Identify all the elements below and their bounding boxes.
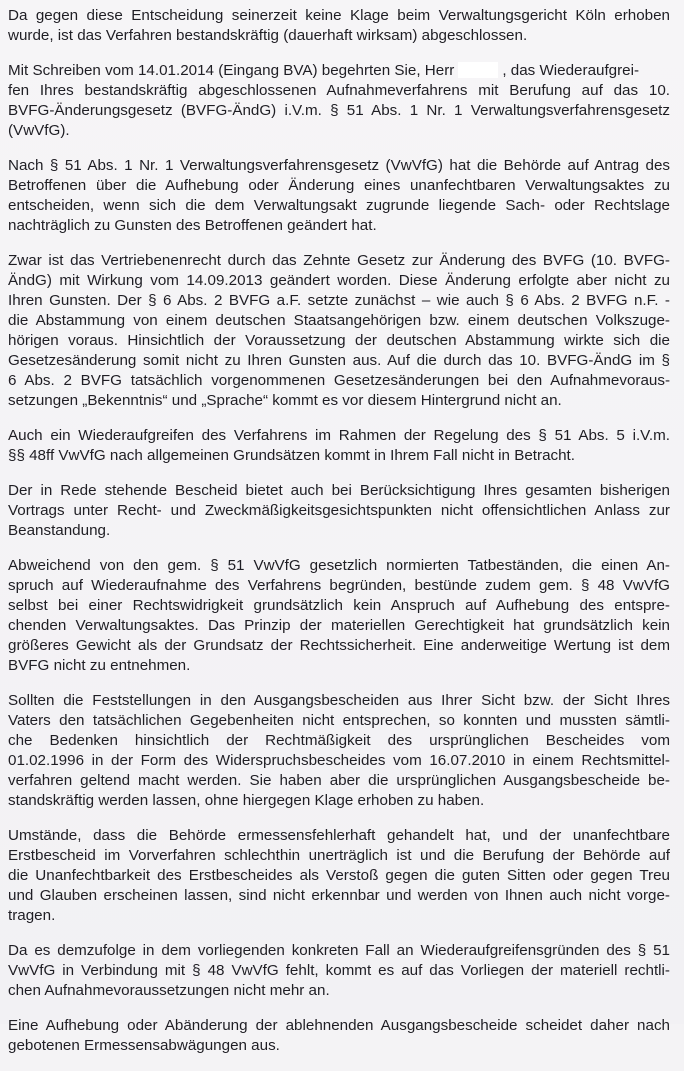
text-line: wurde, ist das Verfahren bestandskräftig (dauerhaft wirksam) abgeschlossen. [8,27,528,44]
text-line: ÄndG) mit Wirkung vom 14.09.2013 geändert worden. Diese Änderung erfolgte aber nicht zu [8,272,670,289]
text-line: 6 Abs. 2 BVFG tatsächlich vorgenommenen Gesetzesänderungen bei den Aufnahmevoraus- [8,372,670,389]
paragraph-4 [8,251,670,411]
text-line: che Bedenken hinsichtlich der Rechtmäßigkeit des ursprünglichen Bescheides vom [8,732,670,749]
text-line: Abweichend von den gem. § 51 VwVfG gesetzlich normierten Tatbeständen, die einen An- [8,557,670,574]
text-line: Erstbescheid im Vorverfahren schlechthin unerträglich ist und die Berufung der Behörde auf [8,847,670,864]
text-line: chenden Verwaltungsaktes. Das Prinzip der materiellen Gerechtigkeit hat grundsätzlich kein [8,617,670,634]
text-line: Umstände, dass die Behörde ermessensfehlerhaft gehandelt hat, und der unanfechtbare [8,827,670,844]
text-line: Vaters den tatsächlichen Gegebenheiten nicht entsprechen, so konnten und mussten sämtli- [8,712,670,729]
text-line: chen Aufnahmevoraussetzungen nicht mehr an. [8,982,330,999]
paragraph-8 [8,691,670,811]
paragraph-3 [8,156,670,236]
text-line: Beanstandung. [8,522,111,539]
text-line: Ihren Gunsten. Der § 6 Abs. 2 BVFG a.F. setzte zunächst – wie auch § 6 Abs. 2 BVFG n.F. - [8,292,670,309]
text-line: Der in Rede stehende Bescheid bietet auch bei Berücksichtigung Ihres gesamten bisherigen [8,482,670,499]
text-line: BVFG nicht zu entnehmen. [8,657,191,674]
paragraph-7 [8,556,670,676]
paragraph-10 [8,941,670,1001]
text-line: gebotenen Ermessensabwägungen aus. [8,1037,280,1054]
text-line: die Abstammung von einem deutschen Staatsangehörigen bzw. einem deutschen Volkszuge- [8,312,670,329]
text-line: Zwar ist das Vertriebenenrecht durch das Zehnte Gesetz zur Änderung des BVFG (10. BVFG- [8,252,670,269]
paragraph-6 [8,481,670,541]
text-line: Eine Aufhebung oder Abänderung der ablehnenden Ausgangsbescheide scheidet daher nach [8,1017,670,1034]
redacted-name-box [458,62,498,78]
text-line: Da es demzufolge in dem vorliegenden konkreten Fall an Wiederaufgreifensgründen des § 51 [8,942,670,959]
text-line: Vortrags unter Recht- und Zweckmäßigkeitsgesichtspunkten nicht offensichtlichen Anlass zur [8,502,670,519]
text-line: standskräftig werden lassen, ohne hiergegen Klage erhoben zu haben. [8,792,485,809]
text-line: Nach § 51 Abs. 1 Nr. 1 Verwaltungsverfahrensgesetz (VwVfG) hat die Behörde auf Antrag des [8,157,670,174]
text-line: Auch ein Wiederaufgreifen des Verfahrens im Rahmen der Regelung des § 51 Abs. 5 i.V.m. [8,427,670,444]
text-line: entscheiden, wenn sich die dem Verwaltungsakt zugrunde liegende Sach- oder Rechtslage [8,197,670,214]
text-line: Gesetzesänderung somit nicht zu Ihren Gunsten aus. Auf die durch das 10. BVFG-ÄndG im § [8,352,670,369]
text-line: 01.02.1996 in der Form des Widerspruchsbescheides vom 16.07.2010 in einem Rechtsmittel- [8,752,670,769]
text-line: Sollten die Feststellungen in den Ausgangsbescheiden aus Ihrer Sicht bzw. der Sicht Ihres [8,692,670,709]
text-line: nachträglich zu Gunsten des Betroffenen geändert hat. [8,217,377,234]
text-line: größeres Gewicht als der Grundsatz der Rechtssicherheit. Eine anderweitige Wertung ist dem [8,637,670,654]
text-line: verfahren geltend macht werden. Sie haben aber die ursprünglichen Ausgangsbescheide be- [8,772,670,789]
text-line: fen Ihres bestandskräftig abgeschlossenen Aufnahmeverfahrens mit Berufung auf das 10. [8,82,670,99]
text-segment: , das Wiederaufgrei- [502,62,640,79]
paragraph-9 [8,826,670,926]
text-line: BVFG-Änderungsgesetz (BVFG-ÄndG) i.V.m. § 51 Abs. 1 Nr. 1 Verwaltungsverfahrensgesetz [8,102,670,119]
text-line: spruch auf Wiederaufnahme des Verfahrens begründen, bestünde zudem gem. § 48 VwVfG [8,577,670,594]
text-line: die Unanfechtbarkeit des Erstbescheides als Verstoß gegen die guten Sitten oder gegen Treu [8,867,670,884]
text-segment: Mit Schreiben vom 14.01.2014 (Eingang BVA) begehrten Sie, Herr [8,62,455,79]
paragraph-11 [8,1016,670,1056]
paragraph-5 [8,426,670,466]
text-line: Da gegen diese Entscheidung seinerzeit keine Klage beim Verwaltungsgericht Köln erhoben [8,7,670,24]
text-line-with-redaction [8,61,670,81]
text-line: und Glauben erscheinen lassen, sind nicht erkennbar und werden von Ihnen auch nicht vorge- [8,887,670,904]
text-line: VwVfG in Verbindung mit § 48 VwVfG fehlt, kommt es auf das Vorliegen der materiell rechtli- [8,962,670,979]
text-line: tragen. [8,907,56,924]
text-line: §§ 48ff VwVfG nach allgemeinen Grundsätzen kommt in Ihrem Fall nicht in Betracht. [8,447,575,464]
text-line: selbst bei einer Rechtswidrigkeit grundsätzlich kein Anspruch auf Aufhebung des entspre- [8,597,670,614]
paragraph-2 [8,61,670,141]
text-line: setzungen „Bekenntnis“ und „Sprache“ kommt es vor diesem Hintergrund nicht an. [8,392,562,409]
text-line: (VwVfG). [8,122,70,139]
text-line: Betroffenen über die Aufhebung oder Änderung eines unanfechtbaren Verwaltungsaktes zu [8,177,670,194]
text-line: hörigen voraus. Hinsichtlich der Voraussetzung der deutschen Abstammung wirkte sich die [8,332,670,349]
letter-body [8,6,670,1071]
paragraph-1 [8,6,670,46]
